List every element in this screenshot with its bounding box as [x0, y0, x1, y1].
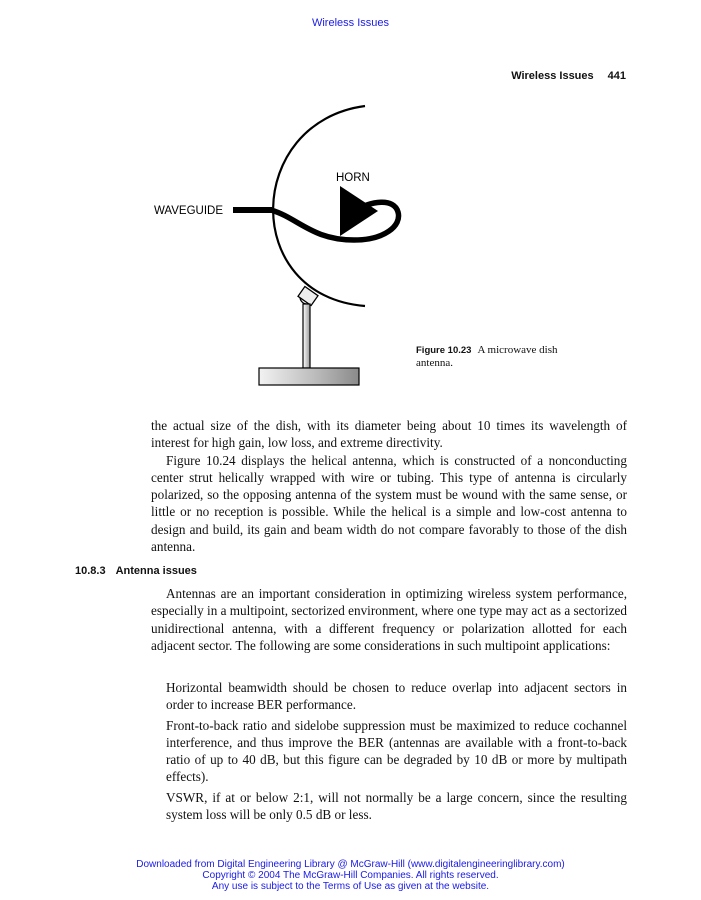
paragraph-continued: the actual size of the dish, with its diameter being about 10 times its wavelength of interest for high gain, low loss, and extreme directivity.	[151, 418, 627, 451]
horn-icon	[340, 186, 378, 236]
figure-caption	[416, 344, 591, 370]
body-text-block	[151, 417, 627, 555]
footer	[0, 859, 701, 892]
waveguide-label: WAVEGUIDE	[154, 205, 224, 217]
section-body	[151, 585, 627, 654]
dish-antenna-figure	[0, 0, 701, 400]
top-link[interactable]: Wireless Issues	[311, 17, 390, 29]
page-number: 441	[607, 70, 626, 82]
figure-caption-text: A microwave dish antenna.	[416, 344, 558, 369]
section-title: Antenna issues	[115, 565, 197, 577]
figure-caption-number: Figure 10.23	[416, 345, 472, 356]
paragraph-helical: Figure 10.24 displays the helical antenna, which is constructed of a nonconducting center strut helically wrapped with wire or tubing. This type of antenna is circularly polarized, so the opposing antenna of the system must be wound with the same sense, or little or no reception is possible. While the helical is a simple and low-cost antenna to design and build, its gain and beam width do not compare favorably to those of the dish antenna.	[151, 452, 627, 555]
mount-base	[259, 368, 359, 385]
footer-terms-link[interactable]: Any use is subject to the Terms of Use as given at the website.	[211, 881, 490, 892]
list-item: VSWR, if at or below 2:1, will not normally be a large concern, since the resulting system loss will be only 0.5 dB or less.	[166, 789, 627, 823]
section-heading	[75, 565, 197, 577]
waveguide-bar	[233, 207, 272, 213]
running-head-title: Wireless Issues	[511, 70, 594, 82]
paragraph-antennas: Antennas are an important consideration in optimizing wireless system performance, especially in a multipoint, sectorized environment, where one type may act as a sectorized unidirectional antenna, with a different frequency or polarization allotted for each adjacent sector. The following are some considerations in such multipoint applications:	[151, 586, 627, 653]
footer-download-link[interactable]: Downloaded from Digital Engineering Library @ McGraw-Hill (www.digitalengineeringlibrary.com)	[136, 859, 565, 870]
footer-copyright: Copyright © 2004 The McGraw-Hill Companies. All rights reserved.	[202, 870, 499, 881]
mount-pole	[303, 304, 310, 368]
horn-label: HORN	[336, 172, 370, 184]
waveguide-feed	[271, 202, 399, 240]
list-item: Front-to-back ratio and sidelobe suppression must be maximized to reduce cochannel interference, and thus improve the BER (antennas are available with a front-to-back ratio of up to 40 dB, but this figure can be degraded by 10 dB or more by multipath effects).	[166, 717, 627, 785]
section-number: 10.8.3	[75, 565, 106, 577]
considerations-list	[166, 679, 627, 826]
list-item: Horizontal beamwidth should be chosen to reduce overlap into adjacent sectors in order to increase BER performance.	[166, 680, 627, 713]
